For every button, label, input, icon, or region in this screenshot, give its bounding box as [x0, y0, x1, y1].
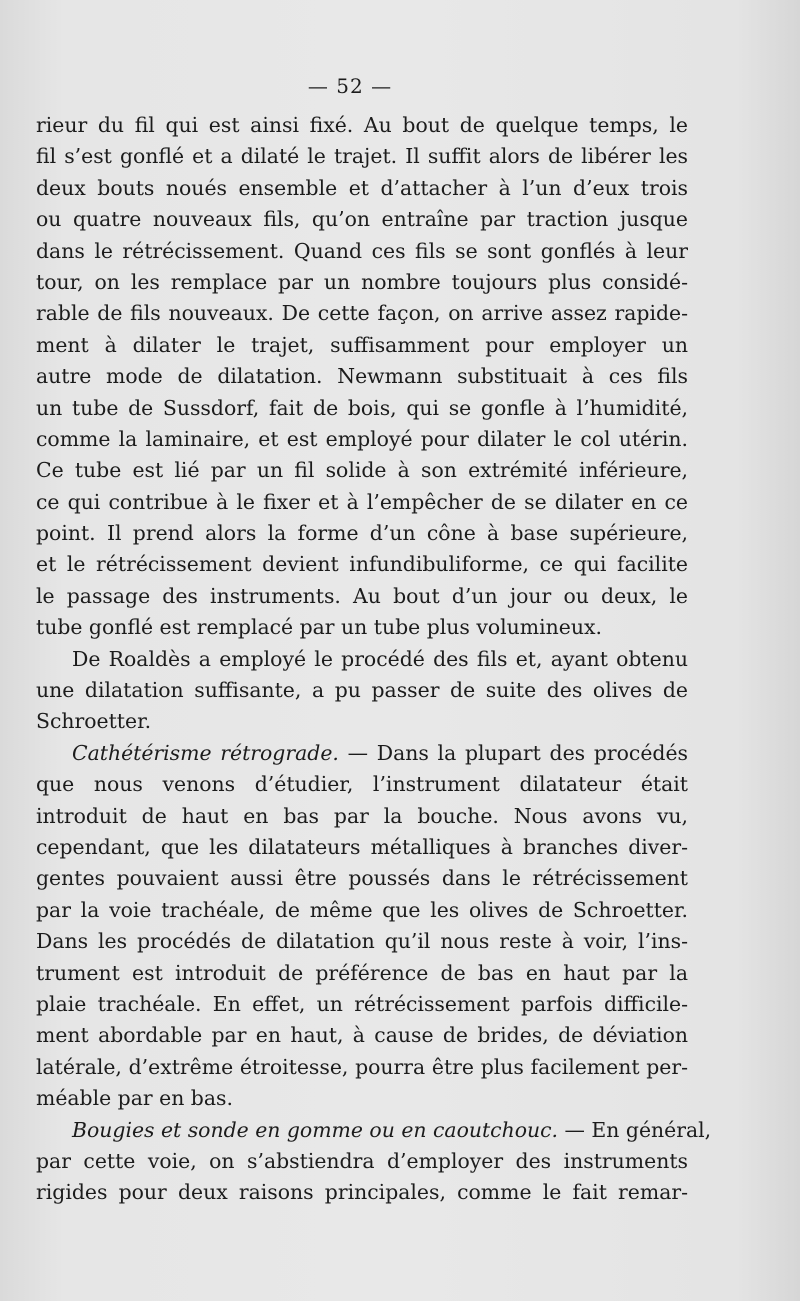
text-line: fil s’est gonflé et a dilaté le trajet. Il suffit alors de libérer les	[36, 144, 688, 169]
text-line: plaie trachéale. En effet, un rétrécissement parfois difficile-	[36, 991, 688, 1016]
text-line: deux bouts noués ensemble et d’attacher à l’un d’eux trois	[36, 175, 688, 200]
text-line: comme la laminaire, et est employé pour dilater le col utérin.	[36, 426, 688, 451]
text-line: Dans les procédés de dilatation qu’il nous reste à voir, l’ins-	[36, 929, 688, 954]
text-line	[36, 1115, 712, 1146]
heading-continuation: — En général,	[564, 1117, 712, 1142]
text-line: que nous venons d’étudier, l’instrument dilatateur était	[36, 772, 688, 797]
text-line: dans le rétrécissement. Quand ces fils se sont gonflés à leur	[36, 238, 688, 263]
page-number: — 52 —	[307, 74, 393, 98]
text-line: rigides pour deux raisons principales, comme le fait remar-	[36, 1180, 688, 1205]
section-heading: Bougies et sonde en gomme ou en caoutchouc.	[72, 1117, 559, 1142]
text-line: méable par en bas.	[36, 1086, 233, 1111]
text-line: par cette voie, on s’abstiendra d’employer des instruments	[36, 1148, 688, 1173]
text-line: ou quatre nouveaux fils, qu’on entraîne par traction jusque	[36, 207, 688, 232]
text-line: et le rétrécissement devient infundibuliforme, ce qui facilite	[36, 552, 688, 577]
text-line: De Roaldès a employé le procédé des fils et, ayant obtenu	[72, 646, 688, 671]
text-line: ment abordable par en haut, à cause de brides, de déviation	[36, 1023, 688, 1048]
text-line: rable de fils nouveaux. De cette façon, on arrive assez rapide-	[36, 301, 688, 326]
text-line: Schroetter.	[36, 709, 152, 734]
text-line: le passage des instruments. Au bout d’un jour ou deux, le	[36, 583, 688, 608]
text-line: trument est introduit de préférence de bas en haut par la	[36, 960, 688, 985]
text-line: ment à dilater le trajet, suffisamment pour employer un	[36, 332, 688, 357]
text-line: Ce tube est lié par un fil solide à son extrémité inférieure,	[36, 458, 688, 483]
heading-continuation: — Dans la plupart des procédés	[347, 740, 689, 765]
text-line: tube gonflé est remplacé par un tube plus volumineux.	[36, 615, 602, 640]
text-line: une dilatation suffisante, a pu passer de suite des olives de	[36, 678, 688, 703]
text-line: gentes pouvaient aussi être poussés dans le rétrécissement	[36, 866, 688, 891]
section-heading: Cathétérisme rétrograde.	[72, 740, 339, 765]
text-line: cependant, que les dilatateurs métalliques à branches diver-	[36, 834, 688, 859]
text-line: latérale, d’extrême étroitesse, pourra être plus facilement per-	[36, 1054, 688, 1079]
text-line: point. Il prend alors la forme d’un cône à base supérieure,	[36, 521, 688, 546]
text-line: par la voie trachéale, de même que les olives de Schroetter.	[36, 897, 688, 922]
text-line: un tube de Sussdorf, fait de bois, qui se gonfle à l’humidité,	[36, 395, 688, 420]
text-line: autre mode de dilatation. Newmann substituait à ces fils	[36, 364, 688, 389]
text-line: tour, on les remplace par un nombre toujours plus considé-	[36, 269, 688, 294]
body-text	[36, 110, 712, 1209]
text-line: introduit de haut en bas par la bouche. Nous avons vu,	[36, 803, 688, 828]
text-line: ce qui contribue à le fixer et à l’empêcher de se dilater en ce	[36, 489, 688, 514]
text-line: rieur du fil qui est ainsi fixé. Au bout de quelque temps, le	[36, 113, 688, 137]
text-line	[36, 738, 688, 769]
